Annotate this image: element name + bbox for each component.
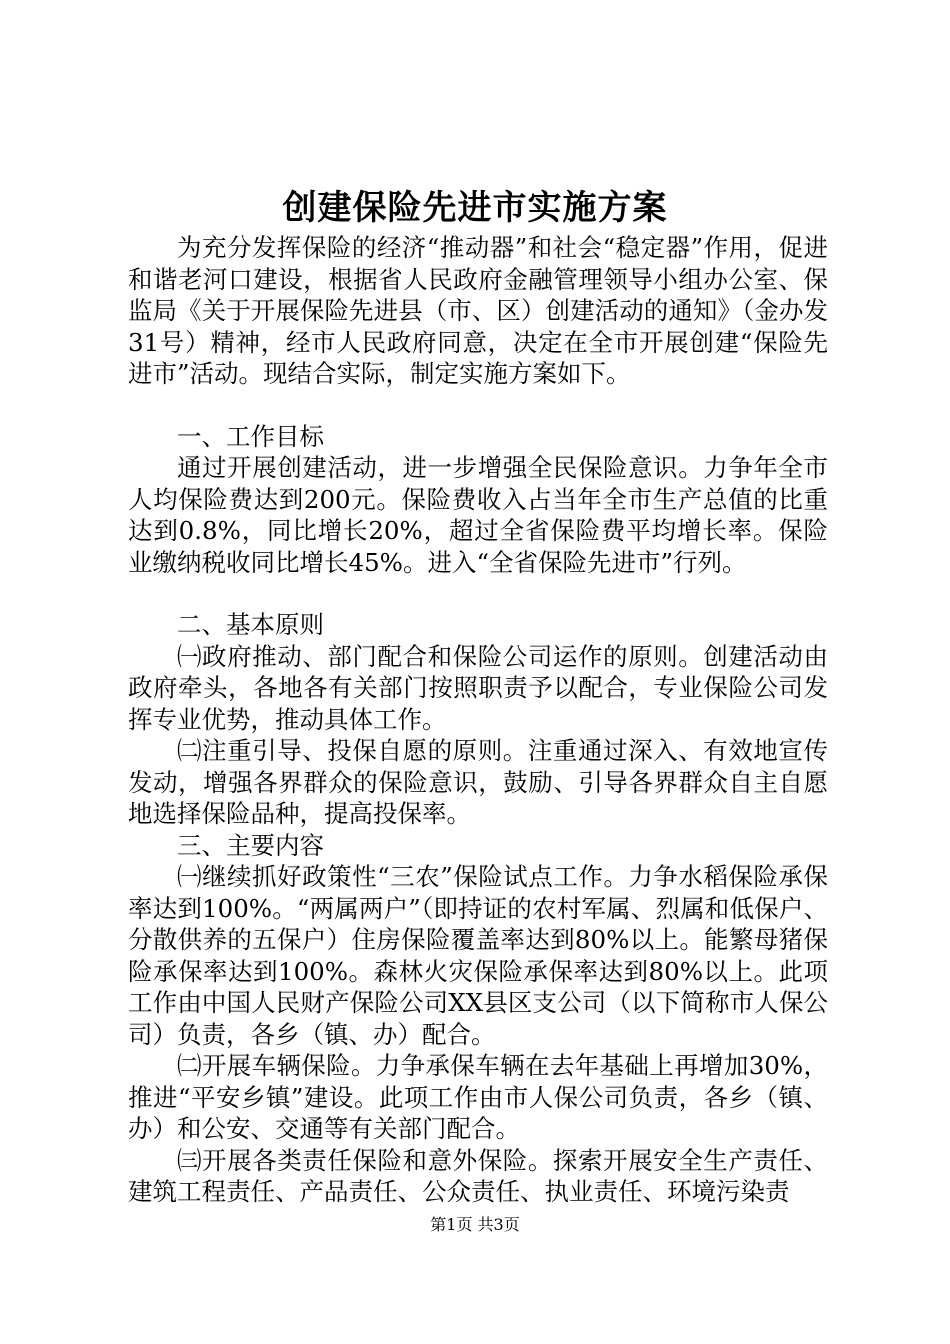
- section-heading-content: 三、主要内容: [177, 830, 324, 860]
- page-number-footer: 第1页 共3页: [430, 1215, 520, 1234]
- section-heading-principles: 二、基本原则: [177, 610, 324, 639]
- content-paragraph-3: ㈢开展各类责任保险和意外保险。探索开展安全生产责任、建筑工程责任、产品责任、公众责任、执业责任、环境污染责: [128, 1145, 828, 1206]
- document-body: [128, 232, 828, 1208]
- paragraph-gap: [128, 390, 828, 421]
- paragraph-gap: [128, 578, 828, 609]
- content-paragraph-1: ㈠继续抓好政策性“三农”保险试点工作。力争水稻保险承保率达到100%。“两属两户”（即持证的农村军属、烈属和低保户、分散供养的五保户）住房保险覆盖率达到80%以上。能繁母猪保险承保率达到100%。森林火灾保险承保率达到80%以上。此项工作由中国人民财产保险公司XX县区支公司（以下简称市人保公司）负责，各乡（镇、办）配合。: [128, 862, 828, 1049]
- intro-paragraph: 为充分发挥保险的经济“推动器”和社会“稳定器”作用，促进和谐老河口建设，根据省人民政府金融管理领导小组办公室、保监局《关于开展保险先进县（市、区）创建活动的通知》（金办发31号）精神，经市人民政府同意，决定在全市开展创建“保险先进市”活动。现结合实际，制定实施方案如下。: [128, 233, 828, 388]
- content-paragraph-2: ㈡开展车辆保险。力争承保车辆在去年基础上再增加30%，推进“平安乡镇”建设。此项工作由市人保公司负责，各乡（镇、办）和公安、交通等有关部门配合。: [128, 1051, 828, 1143]
- principle-paragraph-1: ㈠政府推动、部门配合和保险公司运作的原则。创建活动由政府牵头，各地各有关部门按照职责予以配合，专业保险公司发挥专业优势，推动具体工作。: [128, 641, 828, 734]
- document-title: 创建保险先进市实施方案: [282, 188, 668, 228]
- section-heading-goals: 一、工作目标: [177, 421, 324, 451]
- goals-paragraph: 通过开展创建活动，进一步增强全民保险意识。力争年全市人均保险费达到200元。保险费收入占当年全市生产总值的比重达到0.8%，同比增长20%，超过全省保险费平均增长率。保险业缴纳税收同比增长45%。进入“全省保险先进市”行列。: [128, 453, 828, 577]
- principle-paragraph-2: ㈡注重引导、投保自愿的原则。注重通过深入、有效地宣传发动，增强各界群众的保险意识，鼓励、引导各界群众自主自愿地选择保险品种，提高投保率。: [128, 736, 828, 828]
